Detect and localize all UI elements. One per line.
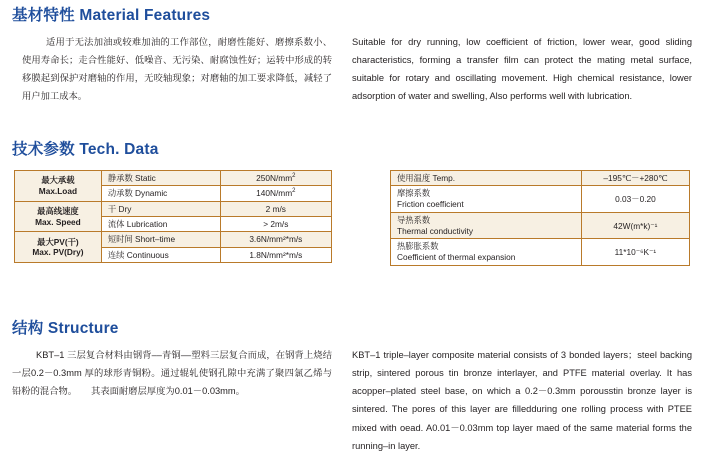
section-heading-material-en: Material Features <box>79 7 211 24</box>
table-cell-value: 3.6N/mm²*m/s <box>220 232 331 247</box>
table-row <box>391 212 690 239</box>
table-cell-value: > 2m/s <box>220 217 331 232</box>
section-heading-techdata-cn: 技术参数 <box>12 141 75 158</box>
table-cell-parameter: 流体 Lubrication <box>101 217 220 232</box>
section-heading-structure-en: Structure <box>47 320 119 337</box>
table-cell-value: 11*10⁻⁶K⁻¹ <box>581 239 689 266</box>
table-cell-parameter: 连续 Continuous <box>101 247 220 262</box>
table-cell-property <box>391 239 582 266</box>
structure-paragraph-chinese: KBT–1 三层复合材料由钢背––青铜––塑料三层复合而成，在钢背上烧结一层0.2－0.3mm 厚的球形青铜粉。通过辊轧使钢孔隙中充满了聚四氯乙烯与铅粉的混合物。 其表面耐磨层厚度为0.01－0.03mm。 <box>12 350 332 397</box>
row-header-cn: 最大PV(干) <box>37 236 79 247</box>
table-row <box>391 186 690 213</box>
property-label-cn: 摩擦系数 <box>397 188 431 199</box>
table-row-header <box>15 201 102 232</box>
section-heading-material <box>12 7 210 24</box>
row-header-cn: 最大承载 <box>41 175 75 186</box>
table-cell-parameter: 短时间 Short–time <box>101 232 220 247</box>
table-row <box>15 201 332 216</box>
table-cell-value: 0.03－0.20 <box>581 186 689 213</box>
property-label-cn: 热膨胀系数 <box>397 241 439 252</box>
table-cell-value: 42W(m*k)⁻¹ <box>581 212 689 239</box>
section-heading-techdata-en: Tech. Data <box>79 141 159 158</box>
tech-data-table-right <box>390 170 690 266</box>
row-header-en: Max.Load <box>38 185 78 196</box>
property-label-en: Thermal conductivity <box>397 225 474 236</box>
table-row <box>391 171 690 186</box>
table-cell-value: 2 m/s <box>220 201 331 216</box>
table-cell-property <box>391 212 582 239</box>
table-row-header <box>15 232 102 263</box>
section-heading-techdata <box>12 141 159 158</box>
row-header-en: Max. Speed <box>35 216 81 227</box>
table-cell-parameter: 动承数 Dynamic <box>101 186 220 201</box>
table-cell-parameter: 干 Dry <box>101 201 220 216</box>
table-row <box>391 239 690 266</box>
property-label-cn: 导热系数 <box>397 214 431 225</box>
table-row-header <box>15 171 102 202</box>
row-header-cn: 最高线速度 <box>37 205 79 216</box>
table-cell-value: –195℃－+280℃ <box>581 171 689 186</box>
row-header-en: Max. PV(Dry) <box>32 247 84 258</box>
section-heading-structure <box>12 320 119 337</box>
table-cell-value: $140N/mm^2$ <box>220 186 331 201</box>
property-label-en: Coefficient of thermal expansion <box>397 252 516 263</box>
material-paragraph-chinese: 适用于无法加油或较难加油的工作部位，耐磨性能好、磨擦系数小、使用寿命长；走合性能好、低噪音、无污染、耐腐蚀性好；运转中形成的转移膜起到保护对磨轴的作用，无咬轴现象；对磨轴的加工要求降低，减轻了用户加工成本。 <box>22 37 332 102</box>
section-heading-material-cn: 基材特性 <box>12 7 75 24</box>
material-paragraph-english: Suitable for dry running, low coefficient of friction, lower wear, good sliding characteristics, forming a transfer film can protect the mating metal surface, suitable for rotary and oscillating movement. High chemical resistance, lower adsorption of water and swelling, Also performs well with lubrication. <box>352 37 692 102</box>
tech-data-table-left <box>14 170 332 263</box>
section-heading-structure-cn: 结构 <box>12 320 44 337</box>
table-row <box>15 232 332 247</box>
property-label-en: Friction coefficient <box>397 199 464 210</box>
table-cell-property <box>391 186 582 213</box>
table-row <box>15 171 332 186</box>
table-cell-property: 使用温度 Temp. <box>391 171 582 186</box>
structure-paragraph-english: KBT–1 triple–layer composite material consists of 3 bonded layers；steel backing strip, sintered porous tin bronze interlayer, and PTFE material overlay. It has acopper–plated steel base, on which a 0.2－0.3mm porousstin bronze layer is sintered. The pores of this layer are filledduring one rolling process with PTEE mixed with oead. A0.01－0.03mm top layer maed of the same material forms the running–in layer. <box>352 350 692 451</box>
table-cell-value: 1.8N/mm²*m/s <box>220 247 331 262</box>
table-cell-value: $250N/mm^2$ <box>220 171 331 186</box>
table-cell-parameter: 静承数 Static <box>101 171 220 186</box>
